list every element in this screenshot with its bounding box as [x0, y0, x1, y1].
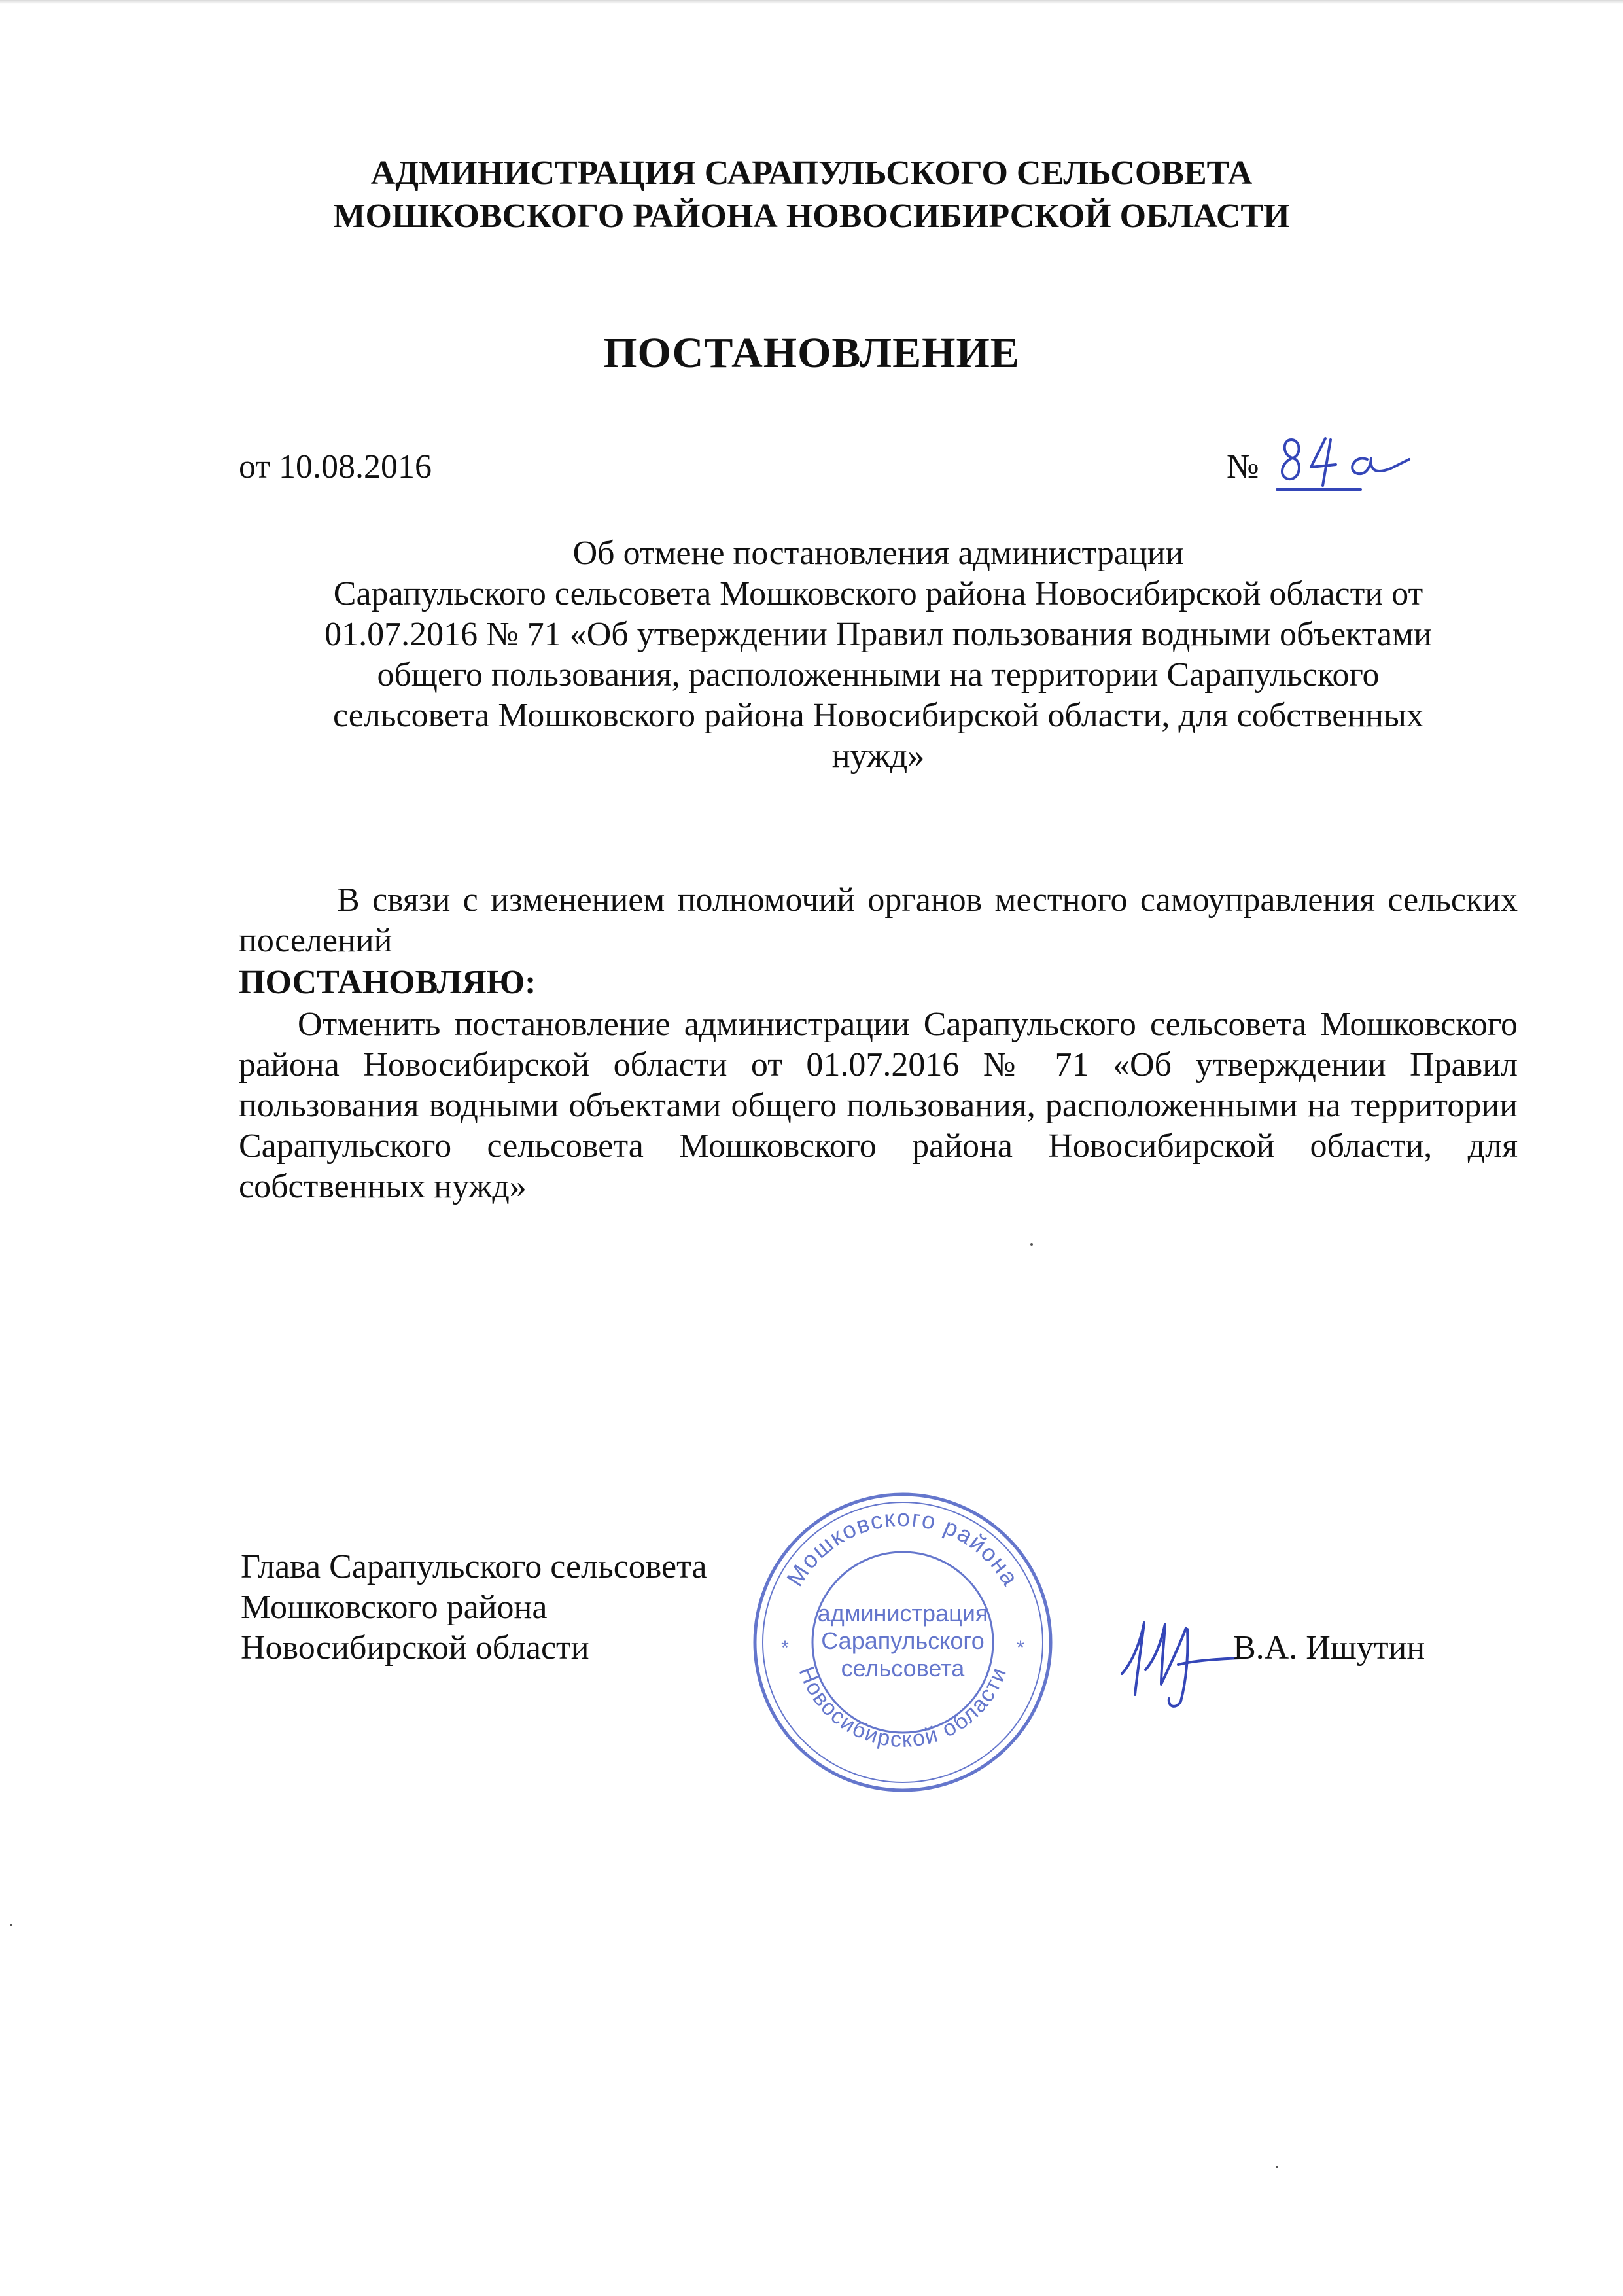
- subject-line: общего пользования, расположенными на территории Сарапульского: [377, 656, 1380, 694]
- svg-text:Мошковского района: [781, 1504, 1024, 1591]
- issuer-header: [0, 152, 1623, 238]
- document-subject: [239, 533, 1518, 777]
- signatory-title-line: Глава Сарапульского сельсовета: [241, 1548, 707, 1585]
- preamble-paragraph: В связи с изменением полномочий органов местного самоуправления сельских поселений: [239, 881, 1518, 959]
- signatory-name: В.А. Ишутин: [1233, 1629, 1425, 1667]
- official-seal: [746, 1485, 1060, 1799]
- svg-text:*: *: [781, 1637, 789, 1659]
- subject-line: 01.07.2016 № 71 «Об утверждении Правил пользования водными объектами: [324, 616, 1432, 653]
- seal-center-line: администрация: [817, 1600, 988, 1627]
- seal-ring-bottom-text: Новосибирской области: [794, 1663, 1012, 1753]
- issuer-line-2: МОШКОВСКОГО РАЙОНА НОВОСИБИРСКОЙ ОБЛАСТИ: [333, 198, 1290, 235]
- subject-line: сельсовета Мошковского района Новосибирской области, для собственных: [333, 697, 1423, 734]
- scan-speck: [1276, 2166, 1278, 2168]
- scan-speck: [1030, 1243, 1033, 1246]
- signatory-title-line: Новосибирской области: [241, 1629, 589, 1667]
- signatory-title: [241, 1547, 707, 1669]
- scan-top-edge: [0, 0, 1623, 4]
- svg-text:*: *: [1017, 1637, 1024, 1659]
- handwritten-signature: [1115, 1597, 1246, 1714]
- subject-line: Об отмене постановления администрации: [572, 535, 1184, 572]
- subject-line: нужд»: [831, 737, 925, 775]
- signatory-title-line: Мошковского района: [241, 1589, 548, 1626]
- operative-paragraph: Отменить постановление администрации Сарапульского сельсовета Мошковского района Новосибирской области от 01.07.2016 № 71 «Об утверждении Правил пользования водными объектами общего пользования, расположенными на территории Сарапульского сельсовета Мошковского района Новосибирской области, для собственных нужд»: [239, 1006, 1518, 1205]
- document-title: ПОСТАНОВЛЕНИЕ: [603, 329, 1020, 377]
- decree-word: ПОСТАНОВЛЯЮ:: [239, 964, 536, 1001]
- seal-center-line: Сарапульского: [821, 1627, 985, 1654]
- issuer-line-1: АДМИНИСТРАЦИЯ САРАПУЛЬСКОГО СЕЛЬСОВЕТА: [370, 154, 1253, 192]
- document-number-handwritten: [1263, 425, 1420, 497]
- subject-line: Сарапульского сельсовета Мошковского района Новосибирской области от: [333, 575, 1423, 612]
- seal-ring-top-text: Мошковского района: [781, 1504, 1025, 1591]
- scan-speck: [10, 1924, 12, 1926]
- document-number-label: №: [1227, 448, 1259, 486]
- seal-center-line: сельсовета: [841, 1655, 965, 1682]
- document-date: от 10.08.2016: [239, 448, 432, 486]
